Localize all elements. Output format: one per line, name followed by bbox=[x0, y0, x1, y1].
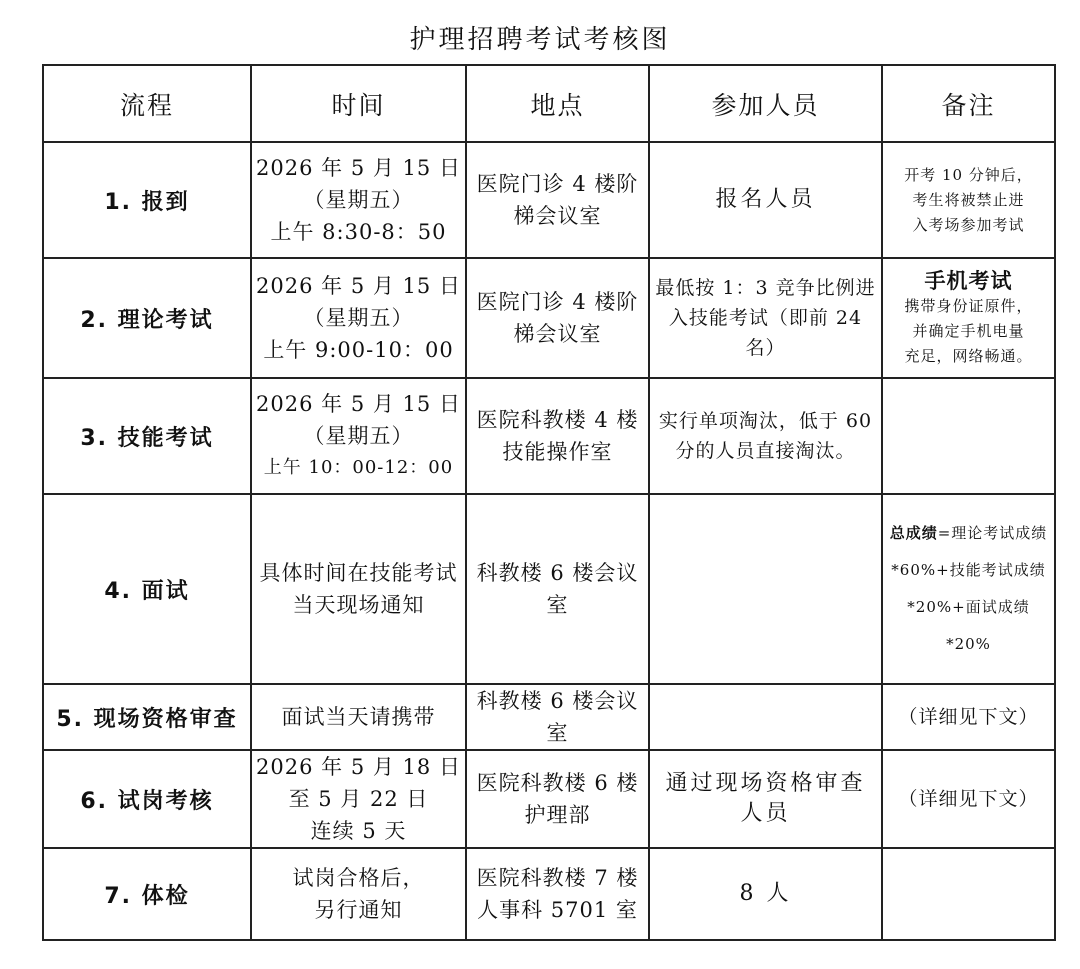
time-cell bbox=[251, 142, 466, 258]
place-cell: 医院科教楼 6 楼护理部 bbox=[466, 750, 649, 848]
people-cell: 报名人员 bbox=[649, 142, 882, 258]
note-line: 开考 10 分钟后， bbox=[904, 165, 1033, 184]
note-cell: （详细见下文） bbox=[882, 750, 1055, 848]
time-cell bbox=[251, 258, 466, 378]
step-cell: 1. 报到 bbox=[43, 142, 251, 258]
place-cell: 医院门诊 4 楼阶梯会议室 bbox=[466, 142, 649, 258]
header-step: 流程 bbox=[43, 65, 251, 142]
time-cell bbox=[251, 848, 466, 940]
people-cell: 通过现场资格审查人员 bbox=[649, 750, 882, 848]
header-note: 备注 bbox=[882, 65, 1055, 142]
time-line: 上午 8:30-8：50 bbox=[270, 220, 447, 244]
note-line: 入考场参加考试 bbox=[912, 215, 1025, 234]
step-cell: 7. 体检 bbox=[43, 848, 251, 940]
header-people: 参加人员 bbox=[649, 65, 882, 142]
note-cell bbox=[882, 142, 1055, 258]
time-line: 2026 年 5 月 18 日 bbox=[256, 755, 461, 779]
time-cell bbox=[251, 750, 466, 848]
note-cell bbox=[882, 258, 1055, 378]
step-cell: 5. 现场资格审查 bbox=[43, 684, 251, 750]
header-place: 地点 bbox=[466, 65, 649, 142]
note-line: 携带身份证原件， bbox=[904, 296, 1033, 315]
time-line: （星期五） bbox=[303, 188, 414, 212]
place-cell: 医院科教楼 4 楼技能操作室 bbox=[466, 378, 649, 494]
people-cell: 实行单项淘汰，低于 60 分的人员直接淘汰。 bbox=[649, 378, 882, 494]
note-line: 考生将被禁止进 bbox=[912, 190, 1025, 209]
time-line: （星期五） bbox=[303, 306, 414, 330]
step-cell: 3. 技能考试 bbox=[43, 378, 251, 494]
total-score-formula: =理论考试成绩*60%+技能考试成绩*20%+面试成绩*20% bbox=[891, 524, 1048, 653]
total-score-label: 总成绩 bbox=[889, 524, 938, 542]
place-cell: 科教楼 6 楼会议室 bbox=[466, 494, 649, 684]
people-cell: 最低按 1：3 竞争比例进入技能考试（即前 24 名） bbox=[649, 258, 882, 378]
table-row bbox=[43, 750, 1055, 848]
place-cell: 医院门诊 4 楼阶梯会议室 bbox=[466, 258, 649, 378]
time-line: 试岗合格后， bbox=[292, 866, 425, 890]
time-cell bbox=[251, 378, 466, 494]
table-row bbox=[43, 142, 1055, 258]
step-cell: 2. 理论考试 bbox=[43, 258, 251, 378]
step-cell: 6. 试岗考核 bbox=[43, 750, 251, 848]
step-cell: 4. 面试 bbox=[43, 494, 251, 684]
time-line: 连续 5 天 bbox=[310, 819, 407, 843]
note-line: 并确定手机电量 bbox=[912, 321, 1025, 340]
note-line: 充足，网络畅通。 bbox=[904, 346, 1033, 365]
time-line: 2026 年 5 月 15 日 bbox=[256, 392, 461, 416]
note-cell bbox=[882, 378, 1055, 494]
people-cell bbox=[649, 684, 882, 750]
table-row bbox=[43, 848, 1055, 940]
header-time: 时间 bbox=[251, 65, 466, 142]
time-cell: 具体时间在技能考试当天现场通知 bbox=[251, 494, 466, 684]
time-line: 上午 10：00-12：00 bbox=[263, 457, 454, 478]
time-line: 2026 年 5 月 15 日 bbox=[256, 156, 461, 180]
place-cell: 医院科教楼 7 楼人事科 5701 室 bbox=[466, 848, 649, 940]
time-line: （星期五） bbox=[303, 424, 414, 448]
table-row bbox=[43, 684, 1055, 750]
time-line: 2026 年 5 月 15 日 bbox=[256, 274, 461, 298]
table-header-row bbox=[43, 65, 1055, 142]
time-line: 至 5 月 22 日 bbox=[288, 787, 429, 811]
time-line: 另行通知 bbox=[314, 898, 403, 922]
table-row bbox=[43, 494, 1055, 684]
people-cell: 8 人 bbox=[649, 848, 882, 940]
table-row bbox=[43, 258, 1055, 378]
time-cell: 面试当天请携带 bbox=[251, 684, 466, 750]
page-title: 护理招聘考试考核图 bbox=[409, 25, 671, 55]
note-cell bbox=[882, 494, 1055, 684]
place-cell: 科教楼 6 楼会议室 bbox=[466, 684, 649, 750]
people-cell bbox=[649, 494, 882, 684]
table-row bbox=[43, 378, 1055, 494]
note-heading: 手机考试 bbox=[924, 268, 1013, 293]
schedule-table bbox=[42, 64, 1056, 941]
note-cell bbox=[882, 848, 1055, 940]
note-cell: （详细见下文） bbox=[882, 684, 1055, 750]
time-line: 上午 9:00-10：00 bbox=[263, 338, 454, 362]
